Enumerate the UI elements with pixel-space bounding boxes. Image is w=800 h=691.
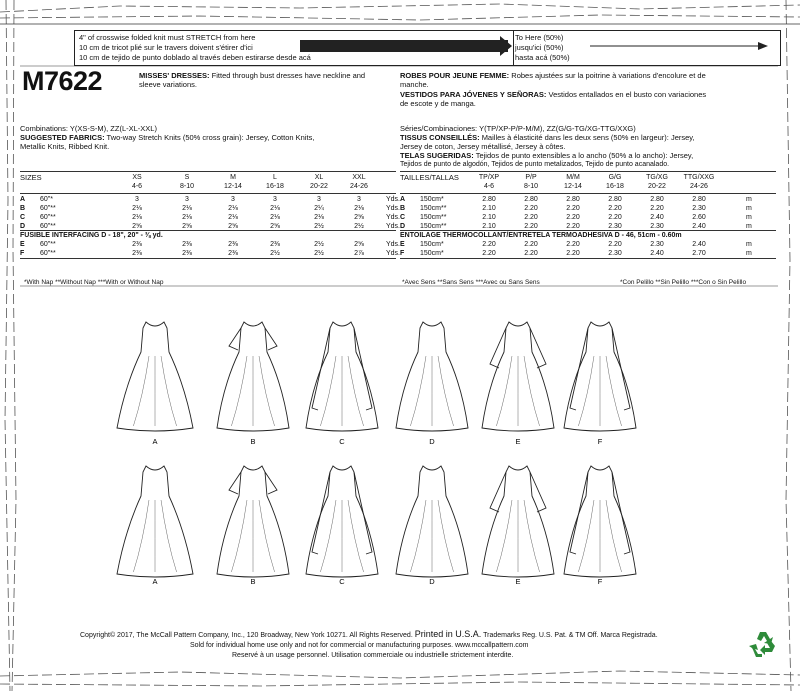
english-size-num: 8-10 — [179, 183, 194, 190]
english-row-unit: Yds. — [386, 223, 401, 230]
french-row-unit: m — [746, 223, 752, 230]
french-fabrics — [400, 133, 695, 142]
english-size-num: 16-18 — [266, 183, 284, 190]
view-label: D — [429, 437, 435, 446]
french-row-width: 150cm** — [420, 214, 447, 221]
english-size-code: S — [184, 174, 190, 181]
french-row-value: 2.80 — [482, 196, 496, 203]
english-size-num: 4-6 — [131, 183, 143, 190]
english-row-value: 2⅝ — [354, 214, 364, 221]
french-row-width: 150cm* — [420, 241, 444, 248]
french-combinations: Séries/Combinaciones: Y(TP/XP-P/P-M/M), ZZ(G/G-TG/XG-TTG/XXG) — [400, 124, 636, 133]
french-row-view: D — [400, 223, 406, 230]
french-row-value: 2.10 — [482, 223, 496, 230]
french-row-value: 2.80 — [566, 196, 580, 203]
english-row-value: 2⅜ — [228, 241, 238, 248]
english-row-value: 2⅛ — [314, 214, 324, 221]
french-size-num: 8-10 — [523, 183, 538, 190]
french-sizes-label: TAILLES/TALLAS — [400, 173, 459, 182]
dress-sketch-e — [482, 466, 554, 577]
dress-sketch-e — [482, 322, 554, 431]
french-row-value: 2.30 — [608, 250, 622, 257]
english-row-value: 2⅜ — [182, 241, 192, 248]
english-row-unit: Yds. — [386, 196, 401, 203]
english-combinations: Combinations: Y(XS-S-M), ZZ(L-XL-XXL) — [20, 124, 157, 133]
footer-printed: Printed in U.S.A. — [414, 629, 482, 639]
spanish-fabrics-1: Tejidos de punto extensibles a lo ancho (50% a lo ancho): Jersey, — [475, 151, 694, 160]
english-row-value: 3 — [357, 196, 361, 203]
english-row-value: 2½ — [270, 250, 280, 257]
french-size-num: 4-6 — [483, 183, 495, 190]
english-row-width: 60"** — [40, 223, 56, 230]
french-size-code: M/M — [566, 174, 580, 181]
french-interfacing: ENTOILAGE THERMOCOLLANT/ENTRETELA TERMOADHESIVA D - 46, 51cm - 0.60m — [400, 232, 682, 239]
english-row-value: 2⅝ — [270, 223, 280, 230]
spanish-description-2: de escote y de manga. — [400, 99, 476, 108]
stretch-gauge-es: 10 cm de tejido de punto doblado al través deben estirarse desde acá — [79, 53, 311, 62]
dress-sketch-d — [396, 322, 468, 431]
french-size-num: 20-22 — [648, 183, 666, 190]
french-row-unit: m — [746, 214, 752, 221]
english-row-value: 2⅜ — [228, 250, 238, 257]
english-row-value: 2⅝ — [182, 223, 192, 230]
english-row-width: 60"** — [40, 214, 56, 221]
french-size-code: P/P — [525, 174, 537, 181]
french-row-value: 2.70 — [692, 250, 706, 257]
english-size-num: 12-14 — [224, 183, 242, 190]
french-row-width: 150cm* — [420, 250, 444, 257]
english-row-value: 2⅝ — [228, 223, 238, 230]
view-label: F — [597, 437, 603, 446]
french-size-code: G/G — [608, 174, 622, 181]
english-row-value: 2½ — [314, 241, 324, 248]
english-table-rule — [20, 258, 396, 259]
spanish-fabrics — [400, 151, 693, 160]
french-row-view: A — [400, 196, 406, 203]
dress-sketch-a — [117, 466, 193, 577]
french-row-value: 2.10 — [482, 205, 496, 212]
footer-line-3: Reservé à un usage personnel. Utilisation commerciale ou industrielle strictement interdite. — [232, 652, 514, 659]
view-label: C — [339, 437, 345, 446]
view-label: C — [339, 577, 345, 586]
french-row-value: 2.20 — [566, 214, 580, 221]
french-row-value: 2.20 — [524, 250, 538, 257]
french-row-value: 2.20 — [524, 214, 538, 221]
english-description-2: sleeve variations. — [139, 80, 197, 89]
spanish-fabrics-label: TELAS SUGERIDAS: — [400, 151, 474, 160]
dress-sketch-f — [564, 322, 636, 431]
french-size-code: TTG/XXG — [683, 174, 715, 181]
french-description-1: Robes ajustées sur la poitrine à variations d'encolure et de — [511, 71, 706, 80]
french-row-value: 2.80 — [524, 196, 538, 203]
english-fabrics-1: Two-way Stretch Knits (50% cross grain): Jersey, Cotton Knits, — [106, 133, 315, 142]
english-size-code: XXL — [352, 174, 366, 181]
french-row-value: 2.20 — [650, 205, 664, 212]
english-row-value: 2⅛ — [182, 205, 192, 212]
stretch-gauge-en: 4" of crosswise folded knit must STRETCH from here — [79, 33, 256, 42]
view-label: A — [152, 437, 158, 446]
english-sizes-label: SIZES — [20, 173, 42, 182]
english-nap-note: *With Nap **Without Nap ***With or Without Nap — [24, 279, 164, 286]
french-row-value: 2.20 — [566, 241, 580, 248]
english-row-value: 2⅛ — [270, 214, 280, 221]
french-row-value: 2.30 — [608, 223, 622, 230]
english-row-value: 2½ — [314, 250, 324, 257]
view-label: F — [597, 577, 603, 586]
french-row-width: 150cm** — [420, 205, 447, 212]
pattern-number: M7622 — [22, 66, 103, 96]
footer-line-1 — [80, 630, 658, 640]
french-row-value: 2.60 — [692, 214, 706, 221]
english-row-value: 2⅛ — [182, 214, 192, 221]
spanish-description-1: Vestidos entallados en el busto con variaciones — [548, 90, 707, 99]
english-row-value: 3 — [135, 196, 139, 203]
french-title: ROBES POUR JEUNE FEMME: — [400, 71, 510, 80]
french-table-rule — [400, 193, 776, 194]
french-yardage-table — [400, 173, 780, 273]
english-row-value: 2⅜ — [132, 241, 142, 248]
english-row-value: 2⅜ — [270, 241, 280, 248]
french-size-num: 12-14 — [564, 183, 582, 190]
view-label: D — [429, 577, 435, 586]
spanish-nap-note: *Con Pelillo **Sin Pelillo ***Con o Sin Pelillo — [620, 279, 747, 286]
french-row-value: 2.80 — [608, 196, 622, 203]
english-row-value: 2⅝ — [354, 241, 364, 248]
dress-sketch-d — [396, 466, 468, 577]
english-row-unit: Yds. — [386, 205, 401, 212]
french-row-view: E — [400, 241, 405, 248]
french-nap-note: *Avec Sens **Sans Sens ***Avec ou Sans Sens — [402, 279, 540, 286]
english-row-width: 60"** — [40, 205, 56, 212]
english-size-num: 20-22 — [310, 183, 328, 190]
dress-sketch-group — [0, 452, 800, 588]
english-row-view: E — [20, 241, 25, 248]
french-row-view: B — [400, 205, 406, 212]
english-row-value: 3 — [185, 196, 189, 203]
french-row-value: 2.80 — [650, 196, 664, 203]
english-size-code: XS — [132, 174, 142, 181]
english-row-view: F — [20, 250, 25, 257]
french-row-unit: m — [746, 250, 752, 257]
french-row-value: 2.20 — [482, 241, 496, 248]
spanish-title: VESTIDOS PARA JÓVENES Y SEÑORAS: — [400, 90, 547, 99]
french-row-value: 2.20 — [608, 205, 622, 212]
english-table-rule-top — [20, 171, 396, 172]
french-size-code: TG/XG — [646, 174, 668, 181]
english-fabrics-2: Metallic Knits, Ribbed Knit. — [20, 142, 110, 151]
english-row-value: 3 — [231, 196, 235, 203]
stretch-gauge-fr: 10 cm de tricot plié sur le travers doivent s'étirer d'ici — [79, 43, 253, 52]
english-row-value: 2⅝ — [132, 223, 142, 230]
french-row-value: 2.40 — [650, 214, 664, 221]
french-row-value: 2.40 — [692, 241, 706, 248]
english-row-unit: Yds. — [386, 250, 401, 257]
english-description — [139, 71, 365, 80]
english-row-value: 2⅛ — [270, 205, 280, 212]
footer-trademark: Trademarks Reg. U.S. Pat. & TM Off. Marca Registrada. — [483, 632, 658, 639]
dress-sketch-f — [564, 466, 636, 577]
english-row-value: 2½ — [354, 223, 364, 230]
english-row-value: 3 — [273, 196, 277, 203]
english-size-code: L — [273, 174, 277, 181]
french-row-value: 2.40 — [650, 250, 664, 257]
french-table-rule — [400, 258, 776, 259]
english-row-value: 2⅜ — [182, 250, 192, 257]
dress-sketch-c — [306, 466, 378, 577]
english-row-value: 2⅛ — [228, 205, 238, 212]
english-size-code: M — [230, 174, 236, 181]
english-row-unit: Yds. — [386, 241, 401, 248]
english-row-value: 2½ — [314, 223, 324, 230]
english-row-value: 3 — [317, 196, 321, 203]
french-size-num: 16-18 — [606, 183, 624, 190]
view-sketches-back — [0, 452, 800, 592]
english-row-value: 2⅜ — [132, 250, 142, 257]
dress-sketch-b — [217, 322, 289, 431]
spanish-fabrics-2: Tejidos de punto de algodón, Tejidos de punto metalizados, Tejido de punto acanalado. — [400, 161, 670, 168]
english-row-value: 2⅛ — [228, 214, 238, 221]
french-row-value: 2.40 — [692, 223, 706, 230]
french-description — [400, 71, 706, 80]
french-row-value: 2.20 — [566, 205, 580, 212]
english-fabrics-label: SUGGESTED FABRICS: — [20, 133, 105, 142]
stretch-target-fr: jusqu'ici (50%) — [515, 43, 564, 52]
english-row-value: 2⅛ — [354, 205, 364, 212]
view-label: B — [250, 437, 256, 446]
english-row-value: 2¼ — [314, 205, 324, 212]
french-row-view: C — [400, 214, 406, 221]
french-row-value: 2.80 — [692, 196, 706, 203]
view-label: E — [515, 577, 521, 586]
english-row-value: 2⅛ — [132, 214, 142, 221]
french-fabrics-label: TISSUS CONSEILLÉS: — [400, 133, 480, 142]
english-row-view: B — [20, 205, 26, 212]
french-size-num: 24-26 — [690, 183, 708, 190]
dress-sketch-c — [306, 322, 378, 431]
english-row-view: A — [20, 196, 26, 203]
stretch-target-en: To Here (50%) — [515, 33, 564, 42]
french-fabrics-1: Mailles à élasticité dans les deux sens (50% en largeur): Jersey, — [481, 133, 695, 142]
english-row-width: 60"** — [40, 241, 56, 248]
stretch-target-es: hasta acá (50%) — [515, 53, 570, 62]
french-row-value: 2.20 — [566, 250, 580, 257]
french-row-unit: m — [746, 205, 752, 212]
english-row-unit: Yds. — [386, 214, 401, 221]
french-row-value: 2.20 — [566, 223, 580, 230]
english-row-width: 60"* — [40, 196, 53, 203]
english-row-view: C — [20, 214, 26, 221]
english-row-value: 2⅛ — [132, 205, 142, 212]
english-interfacing: FUSIBLE INTERFACING D - 18", 20" - ⅜ yd. — [20, 232, 163, 239]
french-row-value: 2.20 — [524, 223, 538, 230]
french-row-unit: m — [746, 196, 752, 203]
view-label: A — [152, 577, 158, 586]
french-row-unit: m — [746, 241, 752, 248]
recycle-icon — [748, 628, 780, 660]
english-fabrics — [20, 133, 314, 142]
french-row-value: 2.30 — [650, 223, 664, 230]
view-sketches-front — [0, 296, 800, 446]
english-size-code: XL — [314, 174, 324, 181]
english-description-1: Fitted through bust dresses have neckline and — [211, 71, 366, 80]
english-size-num: 24-26 — [350, 183, 368, 190]
french-row-width: 150cm** — [420, 223, 447, 230]
view-label: E — [515, 437, 521, 446]
french-table-rule — [400, 230, 776, 231]
french-row-value: 2.20 — [608, 241, 622, 248]
french-row-value: 2.20 — [524, 205, 538, 212]
english-title: MISSES' DRESSES: — [139, 71, 210, 80]
french-size-code: TP/XP — [478, 174, 500, 181]
english-table-rule — [20, 230, 396, 231]
french-row-value: 2.20 — [608, 214, 622, 221]
french-row-value: 2.20 — [524, 241, 538, 248]
english-row-value: 2⅞ — [354, 250, 364, 257]
french-fabrics-2: Jersey de coton, Jersey métallisé, Jersey à côtes. — [400, 142, 566, 151]
english-row-width: 60"** — [40, 250, 56, 257]
french-row-view: F — [400, 250, 405, 257]
english-table-rule — [20, 193, 396, 194]
french-table-rule-top — [400, 171, 776, 172]
spanish-description — [400, 90, 706, 99]
view-label: B — [250, 577, 256, 586]
dress-sketch-b — [217, 466, 289, 577]
french-row-width: 150cm* — [420, 196, 444, 203]
french-description-2: manche. — [400, 80, 429, 89]
english-yardage-table — [20, 173, 400, 273]
french-row-value: 2.10 — [482, 214, 496, 221]
french-row-value: 2.20 — [482, 250, 496, 257]
dress-sketch-a — [117, 322, 193, 431]
french-row-value: 2.30 — [692, 205, 706, 212]
dress-sketch-group — [0, 296, 800, 448]
french-row-value: 2.30 — [650, 241, 664, 248]
english-row-view: D — [20, 223, 26, 230]
footer-line-2: Sold for individual home use only and not for commercial or manufacturing purposes. www.mccallpattern.com — [190, 642, 529, 649]
stretch-arrow-icon — [300, 34, 780, 60]
footer-copyright: Copyright© 2017, The McCall Pattern Company, Inc., 120 Broadway, New York 10271. All Rights Reserved. — [80, 632, 413, 639]
